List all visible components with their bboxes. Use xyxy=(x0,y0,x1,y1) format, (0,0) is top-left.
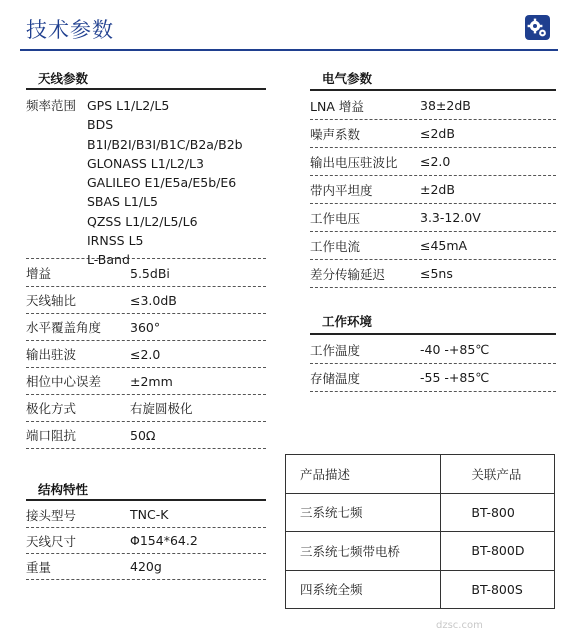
frequency-line: GLONASS L1/L2/L3 xyxy=(87,155,204,171)
antenna-row xyxy=(26,368,266,395)
row-value: Φ154*64.2 xyxy=(130,533,198,548)
row-value: ≤2dB xyxy=(420,126,455,141)
row-label: 工作电压 xyxy=(310,210,361,226)
environment-row xyxy=(310,364,556,392)
row-label: 增益 xyxy=(26,266,52,281)
table-cell: 四系统全频 xyxy=(286,570,441,609)
row-label: 端口阻抗 xyxy=(26,428,77,443)
frequency-line: QZSS L1/L2/L5/L6 xyxy=(87,213,198,229)
environment-heading: 工作环境 xyxy=(322,314,373,329)
electrical-row xyxy=(310,204,556,232)
row-value: ±2dB xyxy=(420,182,455,197)
table-cell: 三系统七频带电桥 xyxy=(286,532,441,571)
row-label: 差分传输延迟 xyxy=(310,266,386,282)
environment-heading-rule xyxy=(310,333,556,335)
row-value: 右旋圆极化 xyxy=(130,401,193,416)
antenna-row xyxy=(26,287,266,314)
row-value: 50Ω xyxy=(130,427,156,443)
row-label: 天线尺寸 xyxy=(26,533,77,549)
structure-row xyxy=(26,528,266,554)
frequency-range-list xyxy=(87,96,266,270)
title-divider xyxy=(20,49,558,51)
structure-row xyxy=(26,502,266,528)
antenna-row xyxy=(26,341,266,368)
row-value: 420g xyxy=(130,559,162,574)
row-label: 相位中心误差 xyxy=(26,374,102,389)
table-cell: BT-800D xyxy=(441,532,555,571)
row-value: TNC-K xyxy=(130,507,169,522)
antenna-row xyxy=(26,422,266,449)
electrical-heading: 电气参数 xyxy=(322,71,373,86)
product-table xyxy=(285,454,555,609)
electrical-row xyxy=(310,260,556,288)
table-cell: 三系统七频 xyxy=(286,493,441,532)
table-row xyxy=(286,570,555,609)
row-label: 存储温度 xyxy=(310,370,361,386)
row-value: -55 -+85℃ xyxy=(420,370,490,385)
watermark: dzsc.com xyxy=(436,620,483,631)
row-value: 5.5dBi xyxy=(130,265,170,281)
table-cell: BT-800S xyxy=(441,570,555,609)
frequency-line: GALILEO E1/E5a/E5b/E6 xyxy=(87,175,237,191)
frequency-line: SBAS L1/L5 xyxy=(87,194,159,210)
table-header-row xyxy=(286,455,555,494)
antenna-heading-rule xyxy=(26,88,266,90)
row-value: ≤2.0 xyxy=(130,346,161,362)
row-label: 极化方式 xyxy=(26,401,77,416)
table-header-cell: 关联产品 xyxy=(441,455,555,494)
row-label: 工作电流 xyxy=(310,238,361,254)
row-value: ≤5ns xyxy=(420,266,453,281)
row-value: -40 -+85℃ xyxy=(420,342,490,357)
frequency-line: L-Band xyxy=(87,252,130,268)
frequency-range-label: 频率范围 xyxy=(26,98,77,113)
row-label: 天线轴比 xyxy=(26,293,77,308)
row-label: 输出电压驻波比 xyxy=(310,154,398,170)
structure-heading-rule xyxy=(26,499,266,501)
frequency-line: IRNSS L5 xyxy=(87,233,144,249)
page-title: 技术参数 xyxy=(26,18,114,42)
electrical-row xyxy=(310,176,556,204)
row-value: 360° xyxy=(130,319,161,335)
antenna-row xyxy=(26,314,266,341)
table-row xyxy=(286,532,555,571)
frequency-line: BDS B1I/B2I/B3I/B1C/B2a/B2b xyxy=(87,117,243,152)
antenna-row xyxy=(26,395,266,422)
antenna-heading: 天线参数 xyxy=(38,71,89,86)
gear-icon xyxy=(525,15,550,40)
row-value: ≤2.0 xyxy=(420,154,451,169)
row-value: ±2mm xyxy=(130,373,173,389)
row-value: ≤45mA xyxy=(420,238,468,253)
row-label: LNA 增益 xyxy=(310,98,364,114)
frequency-line: GPS L1/L2/L5 xyxy=(87,98,170,113)
row-value: 3.3-12.0V xyxy=(420,210,481,225)
table-cell: BT-800 xyxy=(441,493,555,532)
structure-heading: 结构特性 xyxy=(38,482,89,497)
row-label: 工作温度 xyxy=(310,342,361,358)
antenna-row xyxy=(26,260,266,287)
electrical-row xyxy=(310,92,556,120)
structure-row xyxy=(26,554,266,580)
table-row xyxy=(286,493,555,532)
row-label: 输出驻波 xyxy=(26,347,77,362)
environment-row xyxy=(310,336,556,364)
frequency-range-block xyxy=(26,96,266,268)
row-label: 噪声系数 xyxy=(310,126,361,142)
row-value: 38±2dB xyxy=(420,98,471,113)
row-label: 重量 xyxy=(26,559,52,575)
row-label: 带内平坦度 xyxy=(310,182,373,198)
electrical-heading-rule xyxy=(310,89,556,91)
electrical-row xyxy=(310,120,556,148)
electrical-row xyxy=(310,148,556,176)
electrical-row xyxy=(310,232,556,260)
row-label: 接头型号 xyxy=(26,507,77,523)
row-value: ≤3.0dB xyxy=(130,292,177,308)
table-header-cell: 产品描述 xyxy=(286,455,441,494)
row-label: 水平覆盖角度 xyxy=(26,320,102,335)
